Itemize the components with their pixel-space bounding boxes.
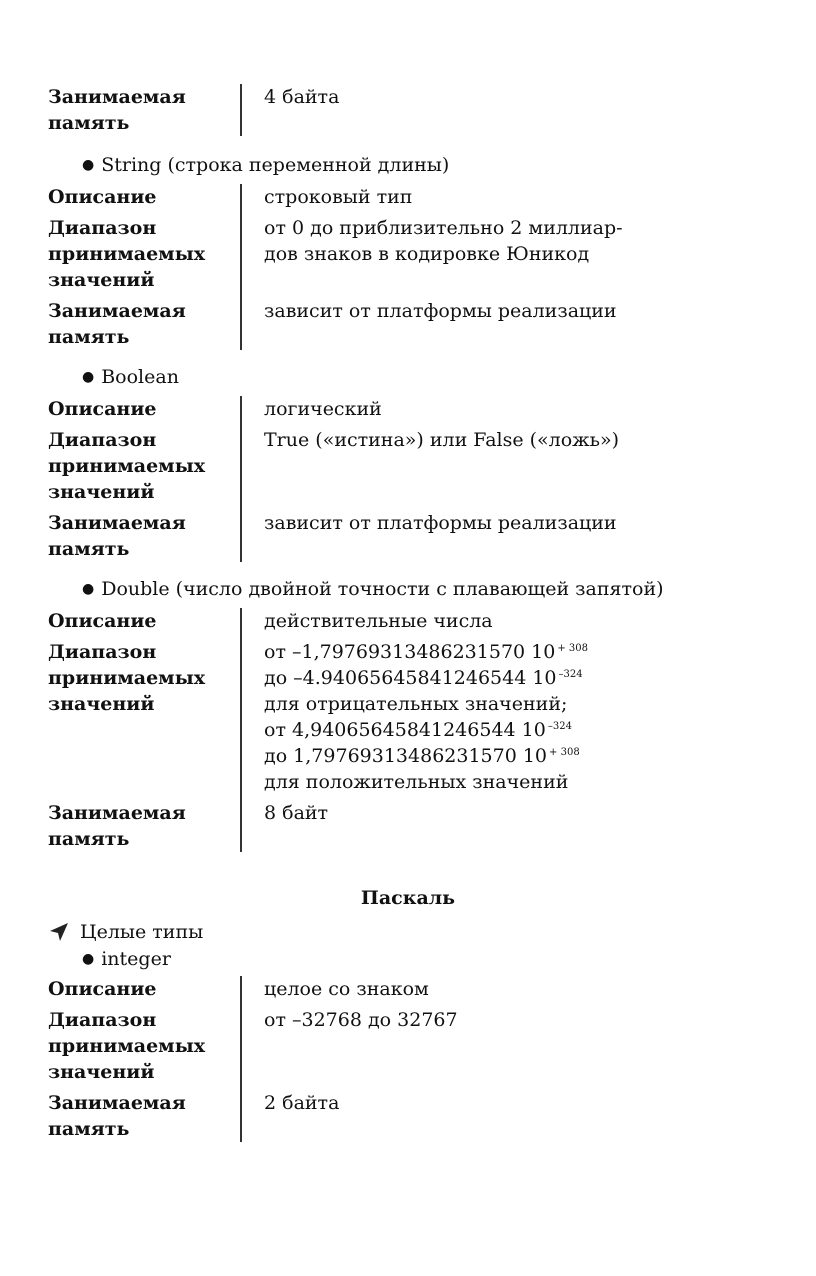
range-line: до –4.94065645841246544 10 $^{-324}$ xyxy=(264,667,583,689)
range-line: до 1,79769313486231570 10 $^{+ 308}$ xyxy=(264,745,580,767)
table-row-memory xyxy=(48,1090,728,1142)
bullet-boolean xyxy=(82,364,179,392)
row-value-memory: зависит от платформы реализации xyxy=(264,512,617,534)
bullet-integer xyxy=(82,946,171,974)
bullet-label: integer xyxy=(101,948,171,970)
navigation-arrow-icon xyxy=(48,921,70,943)
range-line: от 4,94065645841246544 10 $^{-324}$ xyxy=(264,719,572,741)
row-label-range: Диапазон принимаемых значений xyxy=(48,217,206,291)
row-value-range: от –32768 до 32767 xyxy=(264,1009,458,1031)
table-row-description xyxy=(48,976,728,1002)
row-value-range: True («истина») или False («ложь») xyxy=(264,429,620,451)
table-string xyxy=(48,184,728,350)
row-value-range: от 0 до приблизительно 2 миллиар- дов знаков в кодировке Юникод xyxy=(264,217,623,265)
section-heading-pascal: Паскаль xyxy=(360,887,456,909)
table-row-description xyxy=(48,608,728,634)
bullet-dot: ● xyxy=(82,951,95,967)
row-label-range: Диапазон принимаемых значений xyxy=(48,429,206,503)
bullet-string xyxy=(82,152,449,180)
row-value-memory: 4 байта xyxy=(264,86,340,108)
bullet-dot: ● xyxy=(82,369,95,385)
subsection-integer-types xyxy=(48,919,203,945)
row-label-range: Диапазон принимаемых значений xyxy=(48,1009,206,1083)
row-label-description: Описание xyxy=(48,398,157,420)
bullet-dot: ● xyxy=(82,157,95,173)
table-row-memory xyxy=(48,298,728,350)
table-double xyxy=(48,608,728,852)
row-value-description: логический xyxy=(264,398,382,420)
bullet-double xyxy=(82,576,664,604)
row-label-description: Описание xyxy=(48,186,157,208)
table-row-description xyxy=(48,396,728,422)
row-value-memory: 2 байта xyxy=(264,1092,340,1114)
row-label-memory: Занимаемая память xyxy=(48,300,186,348)
range-line: для отрицательных значений; xyxy=(264,693,568,715)
row-value-description: действительные числа xyxy=(264,610,493,632)
row-value-description: строковый тип xyxy=(264,186,413,208)
row-label-memory: Занимаемая память xyxy=(48,86,186,134)
table-row-range xyxy=(48,1007,728,1085)
row-label-memory: Занимаемая память xyxy=(48,512,186,560)
row-label-memory: Занимаемая память xyxy=(48,1092,186,1140)
bullet-label: Boolean xyxy=(101,366,179,388)
table-row-range xyxy=(48,215,728,293)
subsection-label: Целые типы xyxy=(80,921,204,943)
table-row-memory xyxy=(48,510,728,562)
row-label-memory: Занимаемая память xyxy=(48,802,186,850)
table-row-memory xyxy=(48,84,728,136)
table-top-memory xyxy=(48,84,728,136)
table-integer xyxy=(48,976,728,1142)
bullet-dot: ● xyxy=(82,581,95,597)
row-label-description: Описание xyxy=(48,978,157,1000)
row-label-description: Описание xyxy=(48,610,157,632)
range-line: для положительных значений xyxy=(264,771,569,793)
bullet-label: Double (число двойной точности с плавающей запятой) xyxy=(101,578,664,600)
row-value-range xyxy=(240,639,724,795)
table-row-memory xyxy=(48,800,728,852)
bullet-label: String (строка переменной длины) xyxy=(101,154,450,176)
table-row-description xyxy=(48,184,728,210)
row-value-memory: зависит от платформы реализации xyxy=(264,300,617,322)
table-boolean xyxy=(48,396,728,562)
range-line: от –1,79769313486231570 10 $^{+ 308}$ xyxy=(264,641,588,663)
table-row-range xyxy=(48,427,728,505)
row-value-description: целое со знаком xyxy=(264,978,429,1000)
table-row-range xyxy=(48,639,728,795)
row-value-memory: 8 байт xyxy=(264,802,329,824)
row-label-range: Диапазон принимаемых значений xyxy=(48,641,206,715)
